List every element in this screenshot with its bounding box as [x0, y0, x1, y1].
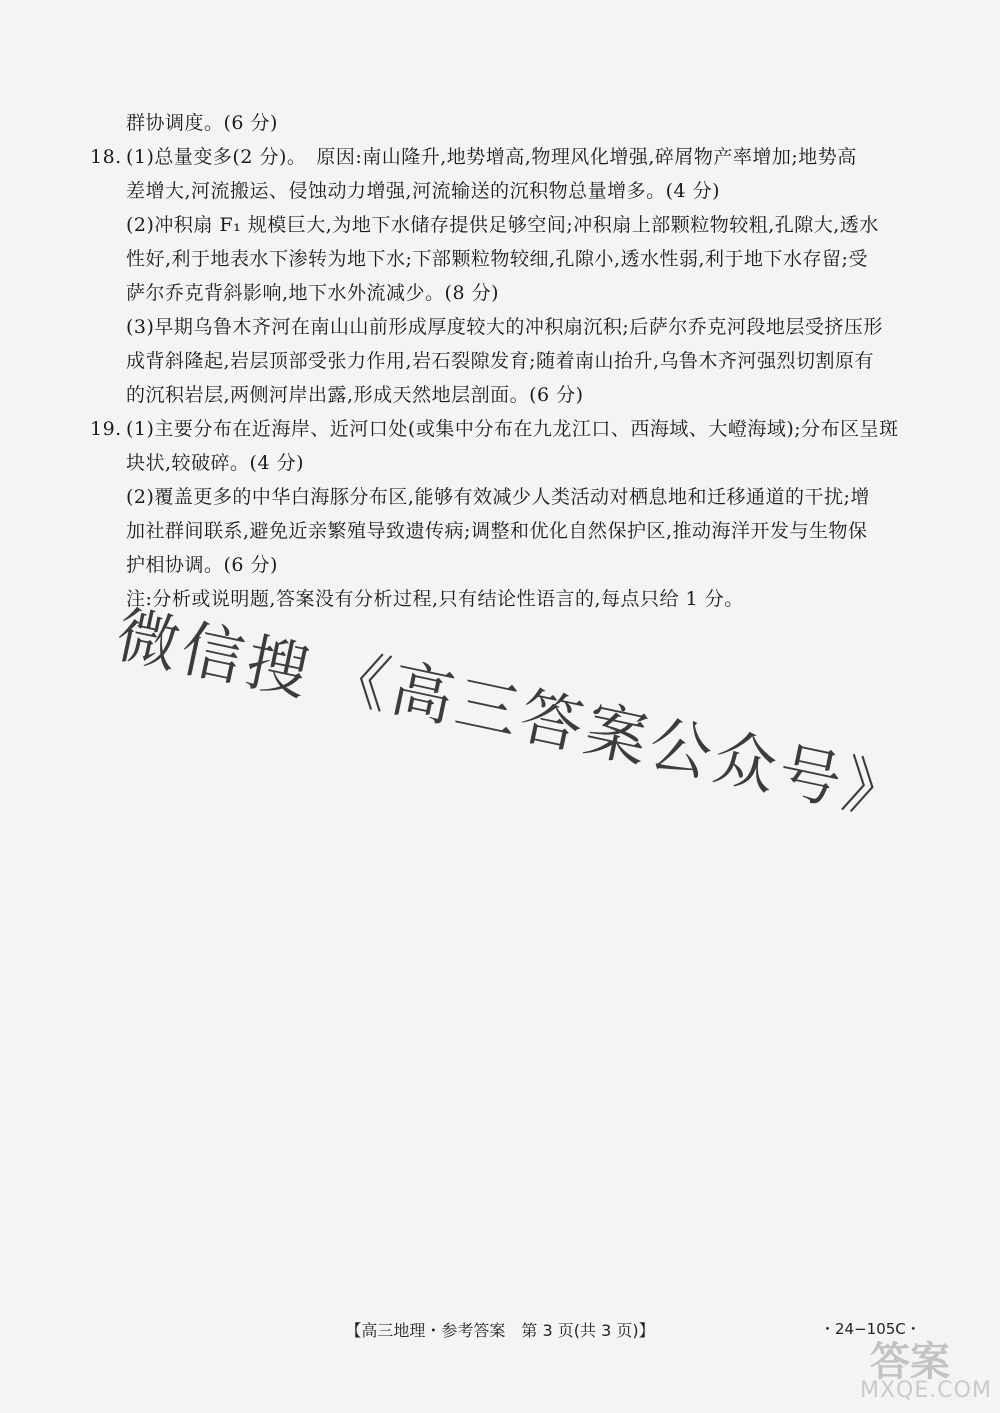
answer-text: (3)早期乌鲁木齐河在南山山前形成厚度较大的冲积扇沉积;后萨尔乔克河段地层受挤压形 [126, 316, 883, 338]
stamp-bottom: MXQE.COM [860, 1378, 992, 1403]
answer-line [90, 446, 920, 480]
question-number: 18. [90, 146, 122, 168]
answer-line [90, 174, 920, 208]
answer-line [90, 378, 920, 412]
answer-line [90, 242, 920, 276]
answer-text: 群协调度。(6 分) [126, 112, 278, 134]
answer-line [90, 548, 920, 582]
answer-text: 萨尔乔克背斜影响,地下水外流减少。(8 分) [126, 282, 499, 304]
answer-line [90, 208, 920, 242]
answer-text: 注:分析或说明题,答案没有分析过程,只有结论性语言的,每点只给 1 分。 [126, 588, 744, 610]
answer-text: 性好,利于地表水下渗转为地下水;下部颗粒物较细,孔隙小,透水性弱,利于地下水存留;受 [126, 248, 868, 270]
answer-line [90, 276, 920, 310]
watermark-part-2: 《高三答案公众号》 [320, 637, 917, 833]
question-number: 19. [90, 418, 122, 440]
footer-title: 【高三地理・参考答案 第 3 页(共 3 页)】 [345, 1321, 655, 1340]
answer-line [90, 310, 920, 344]
answer-text: 差增大,河流搬运、侵蚀动力增强,河流输送的沉积物总量增多。(4 分) [126, 180, 721, 202]
answer-line [90, 514, 920, 548]
watermark [110, 585, 917, 833]
footer-code: ・24−105C・ [820, 1320, 921, 1338]
answer-line [90, 106, 920, 140]
answer-line [90, 344, 920, 378]
answer-text: (1)总量变多(2 分)。 原因:南山隆升,地势增高,物理风化增强,碎屑物产率增加;地势高 [126, 146, 857, 168]
answer-text: (2)覆盖更多的中华白海豚分布区,能够有效减少人类活动对栖息地和迁移通道的干扰;增 [126, 486, 870, 508]
site-stamp [860, 1330, 990, 1410]
answer-text: 加社群间联系,避免近亲繁殖导致遗传病;调整和优化自然保护区,推动海洋开发与生物保 [126, 520, 868, 542]
answer-text: 护相协调。(6 分) [126, 554, 278, 576]
stamp-top: 答案 [870, 1339, 950, 1385]
answer-text-block [90, 106, 920, 616]
answer-line [90, 412, 920, 446]
answer-text: (2)冲积扇 F₁ 规模巨大,为地下水储存提供足够空间;冲积扇上部颗粒物较粗,孔隙大,透水 [126, 214, 879, 236]
answer-line [90, 582, 920, 616]
answer-text: 的沉积岩层,两侧河岸出露,形成天然地层剖面。(6 分) [126, 384, 584, 406]
answer-line [90, 140, 920, 174]
page-footer [0, 1318, 1000, 1341]
answer-text: (1)主要分布在近海岸、近河口处(或集中分布在九龙江口、西海域、大嶝海域);分布区呈斑 [126, 418, 899, 440]
answer-text: 成背斜隆起,岩层顶部受张力作用,岩石裂隙发育;随着南山抬升,乌鲁木齐河强烈切割原有 [126, 350, 875, 372]
answer-text: 块状,较破碎。(4 分) [126, 452, 304, 474]
answer-line [90, 480, 920, 514]
watermark-part-1: 微信搜 [110, 597, 319, 711]
